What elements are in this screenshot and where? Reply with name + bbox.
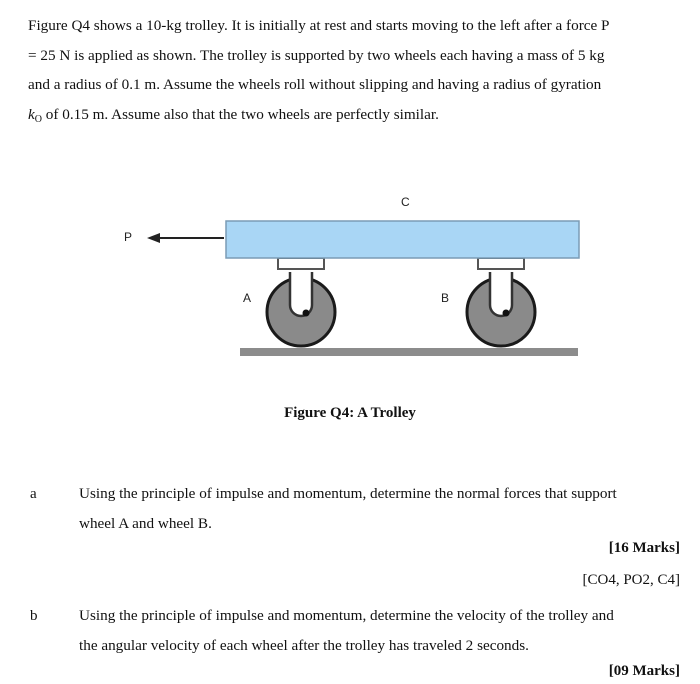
question-a-line: Using the principle of impulse and momentum, determine the normal forces that support bbox=[79, 485, 617, 502]
force-arrow bbox=[147, 233, 224, 243]
intro-line: Figure Q4 shows a 10-kg trolley. It is initially at rest and starts moving to the left after a force P bbox=[28, 17, 610, 34]
question-b-marks: [09 Marks] bbox=[608, 663, 680, 679]
k-subscript: O bbox=[34, 113, 42, 125]
question-a-marks: [16 Marks] bbox=[608, 540, 680, 556]
question-a-text bbox=[79, 479, 679, 538]
intro-line: and a radius of 0.1 m. Assume the wheels roll without slipping and having a radius of gyration bbox=[28, 76, 602, 93]
question-b-text bbox=[79, 601, 679, 660]
ground-line bbox=[240, 348, 578, 356]
intro-line-rest: of 0.15 m. Assume also that the two wheels are perfectly similar. bbox=[41, 105, 439, 123]
question-a-line: wheel A and wheel B. bbox=[79, 514, 212, 532]
question-b-line: Using the principle of impulse and momentum, determine the velocity of the trolley and bbox=[79, 607, 614, 624]
label-c: C bbox=[401, 195, 410, 209]
wheel-b bbox=[467, 258, 535, 346]
wheel-a bbox=[267, 258, 335, 346]
label-p: P bbox=[124, 230, 133, 244]
label-b: B bbox=[441, 291, 450, 305]
question-b-line: the angular velocity of each wheel after the trolley has traveled 2 seconds. bbox=[79, 636, 529, 654]
question-b-label: b bbox=[30, 608, 38, 624]
figure-caption: Figure Q4: A Trolley bbox=[284, 405, 416, 421]
intro-line: = 25 N is applied as shown. The trolley is supported by two wheels each having a mass of 5 kg bbox=[28, 46, 605, 64]
question-a-label: a bbox=[30, 486, 37, 502]
label-a: A bbox=[243, 291, 252, 305]
k-symbol: k bbox=[28, 105, 35, 123]
trolley-body bbox=[226, 221, 579, 258]
question-a-outcome: [CO4, PO2, C4] bbox=[582, 572, 680, 588]
